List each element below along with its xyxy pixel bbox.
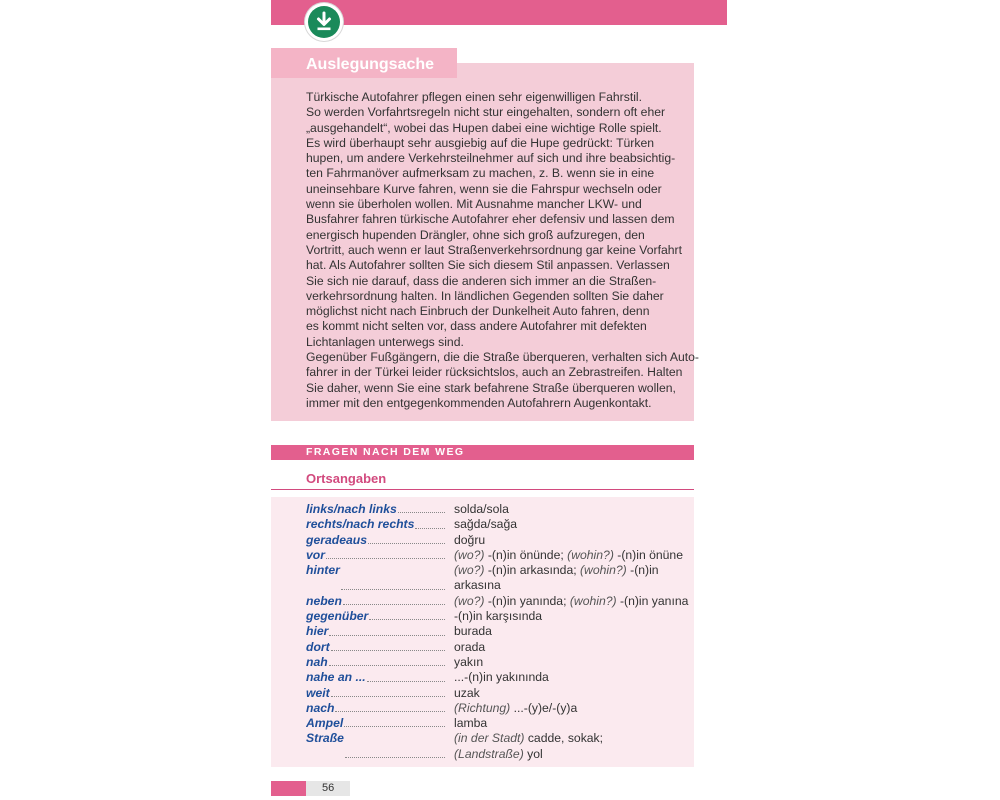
translation-line: ...-(n)in yakınında — [454, 670, 549, 685]
translation-text: cadde, sokak; — [524, 731, 604, 746]
subsection-title: Ortsangaben — [306, 471, 387, 486]
info-box-line: Lichtanlagen unterwegs sind. — [306, 334, 464, 349]
translation-line: sağda/sağa — [454, 517, 518, 532]
vocab-translation — [447, 548, 692, 563]
translation-hint: (wohin?) — [567, 547, 614, 562]
translation-hint: (wo?) — [454, 593, 485, 608]
leader-dots — [331, 686, 445, 697]
info-box-line: verkehrsordnung halten. In ländlichen Gegenden sollten Sie daher — [306, 288, 664, 303]
vocab-term-text: nach — [306, 700, 335, 715]
translation-line: lamba — [454, 716, 488, 731]
leader-dots — [329, 655, 445, 666]
vocab-translation — [447, 563, 692, 594]
vocab-term — [306, 594, 447, 609]
vocab-translation — [447, 502, 692, 517]
vocab-row — [306, 655, 692, 670]
download-icon[interactable] — [305, 3, 343, 41]
info-box-line: hat. Als Autofahrer sollten Sie sich diesem Stil anpassen. Verlassen — [306, 258, 670, 273]
vocab-row — [306, 517, 692, 532]
vocab-row — [306, 533, 692, 548]
translation-line: uzak — [454, 685, 480, 700]
vocab-row — [306, 502, 692, 517]
vocab-row — [306, 716, 692, 731]
vocab-row — [306, 624, 692, 639]
vocab-list — [306, 502, 692, 762]
info-box-line: hupen, um andere Verkehrsteilnehmer auf sich und ihre beabsichtig- — [306, 151, 676, 166]
vocab-row — [306, 594, 692, 609]
section-header: FRAGEN NACH DEM WEG — [271, 445, 694, 460]
download-icon-circle — [308, 6, 340, 38]
vocab-term-text: nahe an ... — [306, 670, 366, 685]
leader-dots — [335, 701, 445, 712]
vocab-translation — [447, 686, 692, 701]
vocab-term-text: gegenüber — [306, 609, 369, 624]
translation-hint: (Landstraße) — [454, 746, 524, 761]
vocab-term — [306, 563, 447, 594]
vocab-row — [306, 731, 692, 762]
vocab-row — [306, 701, 692, 716]
vocab-term-text: links/nach links — [306, 502, 397, 516]
vocab-term-text: Ampel — [306, 716, 344, 731]
info-box-line: Gegenüber Fußgängern, die die Straße überqueren, verhalten sich Auto- — [306, 350, 699, 365]
translation-text: yol — [523, 746, 543, 761]
translation-line — [454, 594, 692, 609]
info-box-line: Sie daher, wenn Sie eine stark befahrene Straße überqueren wollen, — [306, 380, 676, 395]
translation-line — [454, 731, 692, 746]
translation-hint: (wo?) — [454, 547, 485, 562]
vocab-row — [306, 548, 692, 563]
leader-dots — [369, 609, 445, 620]
translation-line: arkasına — [454, 578, 501, 593]
info-box-line: Busfahrer fahren türkische Autofahrer eher defensiv und lassen dem — [306, 212, 675, 227]
translation-text: -(n)in önüne — [613, 547, 683, 562]
vocab-term-text: dort — [306, 639, 330, 654]
page-number: 56 — [322, 782, 335, 794]
leader-dots — [326, 548, 445, 559]
vocab-term — [306, 670, 447, 685]
vocab-term — [306, 686, 447, 701]
translation-line: burada — [454, 624, 492, 639]
translation-line — [454, 701, 692, 716]
vocab-term — [306, 655, 447, 670]
translation-hint: (in der Stadt) — [454, 731, 525, 746]
info-box-line: uneinsehbare Kurve fahren, wenn sie die Fahrspur wechseln oder — [306, 181, 662, 196]
info-box-line: möglichst nicht nach Einbruch der Dunkelheit Auto fahren, denn — [306, 304, 650, 319]
info-box-line: wenn sie überholen wollen. Mit Ausnahme mancher LKW- und — [306, 197, 642, 212]
vocab-term-text: weit — [306, 685, 330, 700]
vocab-translation — [447, 701, 692, 716]
translation-line: doğru — [454, 532, 486, 547]
vocab-term-text: rechts/nach rechts — [306, 517, 415, 532]
leader-dots — [343, 594, 445, 605]
vocab-translation — [447, 670, 692, 685]
vocab-term-text: hinter — [306, 563, 340, 578]
leader-dots — [331, 640, 445, 651]
vocab-term — [306, 517, 447, 532]
translation-text: ...-(y)e/-(y)a — [510, 700, 578, 715]
leader-dots — [341, 563, 445, 590]
vocab-translation — [447, 517, 692, 532]
leader-dots — [367, 670, 445, 681]
page-marker — [271, 781, 306, 796]
translation-text: -(n)in önünde; — [484, 547, 568, 562]
leader-dots — [368, 533, 445, 544]
translation-line — [454, 563, 692, 578]
info-box-line: immer mit den entgegenkommenden Autofahrern Augenkontakt. — [306, 395, 652, 410]
vocab-translation — [447, 640, 692, 655]
translation-line: solda/sola — [454, 502, 509, 516]
info-box-line: So werden Vorfahrtsregeln nicht stur eingehalten, sondern oft eher — [306, 105, 666, 120]
leader-dots — [398, 502, 445, 513]
leader-dots — [415, 517, 445, 528]
vocab-translation — [447, 731, 692, 762]
info-box-line: Vortritt, auch wenn er laut Straßenverkehrsordnung gar keine Vorfahrt — [306, 242, 682, 257]
info-box-line: Es wird überhaupt sehr ausgiebig auf die Hupe gedrückt: Türken — [306, 135, 655, 150]
vocab-row — [306, 563, 692, 594]
vocab-translation — [447, 716, 692, 731]
vocab-row — [306, 609, 692, 624]
vocab-term — [306, 640, 447, 655]
translation-hint: (wohin?) — [569, 593, 617, 608]
info-box-line: fahrer in der Türkei leider rücksichtslos, auch an Zebrastreifen. Halten — [306, 365, 683, 380]
info-box-line: es kommt nicht selten vor, dass andere Autofahrer mit defekten — [306, 319, 647, 334]
vocab-row — [306, 640, 692, 655]
leader-dots — [344, 716, 445, 727]
translation-hint: (wohin?) — [580, 563, 627, 578]
translation-line — [454, 548, 692, 563]
vocab-term — [306, 548, 447, 563]
translation-line: yakın — [454, 654, 484, 669]
download-arrow-icon — [308, 6, 340, 38]
vocab-term — [306, 701, 447, 716]
vocab-term-text: vor — [306, 547, 325, 562]
vocab-translation — [447, 533, 692, 548]
vocab-term-text: Straße — [306, 731, 344, 746]
vocab-term — [306, 624, 447, 639]
vocab-translation — [447, 609, 692, 624]
vocab-row — [306, 686, 692, 701]
info-box-line: Sie sich nie darauf, dass die anderen sich immer an die Straßen- — [306, 273, 657, 288]
translation-text: -(n)in arkasında; — [484, 563, 580, 578]
vocab-term-text: nah — [306, 654, 328, 669]
vocab-term — [306, 502, 447, 517]
subsection-divider — [271, 489, 694, 490]
vocab-term-text: neben — [306, 593, 342, 608]
info-box-line: ten Fahrmanöver aufmerksam zu machen, z. B. wenn sie in eine — [306, 166, 655, 181]
vocab-term — [306, 609, 447, 624]
vocab-translation — [447, 594, 692, 609]
vocab-term — [306, 716, 447, 731]
translation-text: -(n)in yanına — [616, 593, 689, 608]
vocab-term — [306, 731, 447, 762]
info-box-line: Türkische Autofahrer pflegen einen sehr eigenwilligen Fahrstil. — [306, 90, 643, 104]
info-box-line: energisch hupenden Drängler, ohne sich groß aufzuregen, den — [306, 227, 645, 242]
vocab-translation — [447, 655, 692, 670]
vocab-term — [306, 533, 447, 548]
translation-line — [454, 747, 692, 762]
vocab-term-text: geradeaus — [306, 532, 367, 547]
translation-hint: (wo?) — [454, 563, 485, 578]
translation-text: -(n)in — [626, 563, 659, 578]
vocab-term-text: hier — [306, 624, 329, 639]
translation-line: -(n)in karşısında — [454, 609, 543, 624]
translation-line: orada — [454, 639, 486, 654]
leader-dots — [345, 731, 445, 758]
vocab-row — [306, 670, 692, 685]
translation-text: -(n)in yanında; — [484, 593, 570, 608]
translation-hint: (Richtung) — [454, 700, 511, 715]
info-box-line: „ausgehandelt“, wobei das Hupen dabei eine wichtige Rolle spielt. — [306, 120, 662, 135]
info-box-text — [306, 90, 699, 411]
vocab-translation — [447, 624, 692, 639]
leader-dots — [329, 624, 445, 635]
info-box-title: Auslegungsache — [271, 48, 457, 78]
